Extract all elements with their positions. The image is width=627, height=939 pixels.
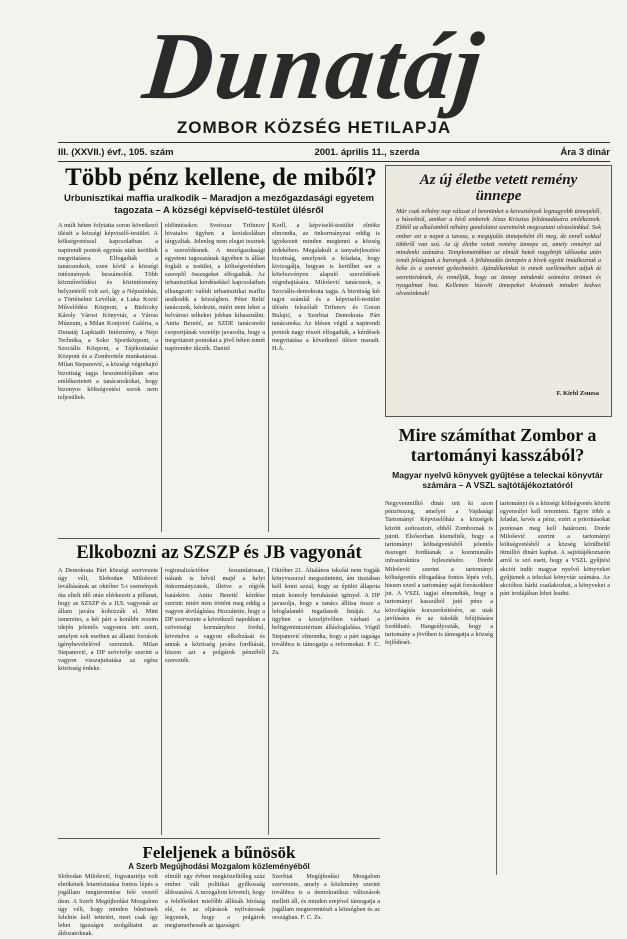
- masthead-subtitle: ZOMBOR KÖZSÉG HETILAPJA: [176, 118, 452, 137]
- issue-bar: [58, 142, 610, 162]
- masthead-title: Dunatáj: [138, 12, 490, 119]
- column-rule: [161, 222, 162, 532]
- section-divider: [58, 538, 380, 539]
- article1-col1: A múlt héten folytatta soron következő ülését a községi képviselő-testület. A költségvetéssel kapcsolatban a napirendi pontok egymás után kerültek megvitatásra. Elfogadták a tanácsnokok, ezen kívül a községi intézmények beszámolóit. Több közművelődési és közintézmény helyzetéről volt szó, így a Népszínház, a Történelmi Levéltár, a Luka Kozić Művelődési Központ, a Bielicsky Károly Városi Könyvtár, a Városi Múzeum, a Milan Konjović Galéria, a Dunatáj Lapkiadó Intézmény, a Népi Technika, a Soko Sportközpont, a Szociális Központ, a Tájékoztatási Központ és a Zombortele munkatársai. Milan Stepanović, a községi végrehajtó bizottság tagja beszámolójában arra emlékeztetett a tanácsnokokat, hogy bizonyos költségvetési sorok nem teljesültek.: [58, 222, 158, 402]
- issue-price: Ára 3 dinár: [560, 146, 610, 158]
- article4-subtitle: A Szerb Megújhodási Mozgalom közleményéből: [128, 862, 310, 871]
- article4-col1: Slobodan Milošević, fogvatartója volt elnökének letartóztatása fontos lépés a jogállam megteremtése felé vezető úton. A Szerb Megújhodási Mozgalom úgy véli, hogy minden bűnösnek felelnie kell tetteiért, mert csak így lehet igazságot szolgáltatni az áldozatoknak.: [58, 873, 158, 938]
- section-divider: [58, 838, 380, 839]
- column-rule: [268, 567, 269, 835]
- sidebox: [385, 165, 612, 417]
- article2-col3: Október 21. Általános iskolát nem fogják könyvszerzel megszüntetni, ám tisztában kell lenni azzal, hogy az épület állapota miatt komoly beruházást igényel. A DP javasolja, hogy a tanács állítsa össze a lefoglalandó ingatlanok listáját. Az ügyben a közeljövőben várható a belügyminisztérium állásfoglalása. Végül Stepanović elmondta, hogy a párt tagsága továbbra is támogatja a reformokat. F. C. Zs.: [272, 567, 380, 657]
- column-rule: [268, 222, 269, 532]
- article4-title: Feleljenek a bűnösök: [142, 843, 296, 862]
- article2-col2: regionalizációbor hozamlatosan, nálunk is bővül majd a helyi önkormányzatok, illetve a régiók hatásköre. Anita Beretić kérdése szerint: miért nem történt meg eddig a vagyon átvilágítása. Hozzátette, hogy a DP szervezete a következő napokban a szövetségi kormányhoz fordul, követelve a vagyon elkobzását és annak a közösség javára fordítását, hiszen azt a polgárok pénzéből szerezték.: [165, 567, 265, 665]
- article2-title: Elkobozni az SZSZP és JB vagyonát: [76, 543, 362, 563]
- article1-title: Több pénz kellene, de miből?: [65, 164, 377, 191]
- column-rule: [496, 500, 497, 875]
- sidebox-body: Már csak néhány nap választ el bennünket a keresztények legnagyobb ünnepétől, a húsvéttól, amikor a hívő emberek Jézus Krisztus feltámadására emlékeznek. Ebből az alkalomból néhány gondolatot szeretnénk megosztani olvasóinkkal. Sok ember ezt a napot a tavasz, a megújulás ünnepeként éli meg, de ennél sokkal többről van szó. Az új életbe vetett remény ünnepe ez, amely reményt ad mindenki számára. Templomainkban az elmúlt hetek nagyböjti időszaka után ismét felzúgnak a harangok. A feltámadás ünnepén a hívek együtt imádkoznak a béke és a szeretet győzelméért. Ajándékainkat is ennek szellemében adjuk át szeretteinknek, és reméljük, hogy az ünnep mindenki számára örömet és nyugalmat hoz. Kellemes húsvéti ünnepeket kívánunk minden kedves olvasónknak!: [396, 208, 601, 298]
- article1-col3: Korll, a képviselő-testület elnöke elmondta, az önkormányzat eddig is igyekezett minden megtenni a község érdekében. Megalakult a tanyafejlesztési bizottság, amelynek a feladata, hogy kivizsgálja, hogyan is kerülhet sor a kötelezvényen alapuló szerződések végrehajtására. Milošević tanácsnok, a Szociális-demokrata tagja. A bizottság két tagot számlál és a képviselő-testület ülésén felszólalt Trifunov és Goran Bulajić, a Szerbiai Demokrata Párt tanácsnoka. Az ülésen végül a napirendi pontok nagy részét elfogadták, a kérdések megvitatása a következő ülésre maradt. H.Á.: [272, 222, 380, 353]
- issue-date: 2001. április 11., szerda: [314, 146, 420, 158]
- article4-col3: Szerbiai Megújhodási Mozgalom szervezete, amely a közlemény szerint továbbra is a demokratikus változások mellett áll, és minden erejével támogatja a jogállam megteremtését a községben és az országban. F. C. Zs.: [272, 873, 380, 922]
- sidebox-title: Az új életbe vetett remény ünnepe: [419, 172, 578, 204]
- article1-col2: eldöntésekor. Svetozar Trifunov hivatalos ügyben a keziskolában tárgyaltak. Jelenleg nem eleget tesznek a szerződésnek. A mezőgazdasági egyetem tagozatának ügyében is állást foglalt a testület, a költségvetésben szereplő összegeket elfogadták. Az urbanisztikai kérdésekkel kapcsolatban elhangzott: valódi urbanisztikai maffia uralkodik a községben. Péter Relić tanácsnok, kérdezte, miért nem lehet a belvárosi telkeket jobban kihasználni. Anita Beretić, az SZDE tanácsnoki csoportjának vezetője javasolta, hogy a megvitatott pontokat a jövő héten ismét napirendre tűzzék. Daniel: [165, 222, 265, 353]
- article2-col1: A Demokrata Párt községi szervezete úgy véli, Slobodan Milošević leváltásának az október 5-i események óta eltelt idő után elérkezett a pillanat, hogy az SZSZP és a JUL vagyonát az állam javára kobozzák el. Mint ismeretes, a két párt a korábbi rezsim idején jelentős vagyonra tett szert, amelyet sok esetben az állami források igénybevételével szereztek. Milan Stepanović, a DP szóvivője szerint a vagyon visszajuttatása az egész közösség érdeke.: [58, 567, 158, 673]
- issue-volume: III. (XXVII.) évf., 105. szám: [58, 146, 174, 158]
- article3-subtitle: Magyar nyelvű könyvek gyűjtése a teleckai könyvtár számára – A VSZL sajtótájékoztatóról: [392, 470, 603, 490]
- article1-subtitle: Urbunisztikai maffia uralkodik – Maradjon a mezőgazdasági egyetem tagozata – A községi képviselő-testület ülésről: [64, 193, 374, 216]
- article3-title: Mire számíthat Zombor a tartományi kasszából?: [398, 425, 597, 465]
- column-rule: [161, 567, 162, 835]
- sidebox-signature: F. Kirbl Zsuzsa: [556, 390, 599, 397]
- article4-col2: elmúlt egy évben megközelítőleg száz ember vált politikai gyilkosság áldozatává. A mozgalom követeli, hogy a felelősöket mielőbb állítsák bíróság elé, és az eljárások nyilvánosak legyenek, hogy a polgárok megismerhessék az igazságot.: [165, 873, 265, 930]
- article3-col1: Negyvenmillió dinár tett ki azon pénzösszeg, amelyet a Vajdasági Tartományi Képviselőház a községek között szétosztott, ebből Zombornak is jutott. Elsősorban kiemelték, hogy a tartományi költségvetésből jelentős összeget fordítanak a kommunális infrastruktúra fejlesztésére. Dorde Milošević szerint a tartományi költségvetés elfogadása fontos lépés volt, hiszen ezzel a tartomány saját forrásokhoz jut. A VSZL tagjai elmondták, hogy a tartományi kasszából jutó pénz a közvilágítás korszerűsítésére, az utak javítására és az iskolák felújítására fordítható. Hangsúlyozták, hogy a tartomány a jövőben is támogatja a község fejlődését.: [385, 500, 493, 647]
- article3-col2: tartományi és a községi költségvetés között egyensúlyt kell teremteni. Egyre több a feladat, kevés a pénz, ezért a prioritásokat pontosan meg kell határozni. Dorde Milošević szerint a tartományi költségvetésből a község körülbelül ötmillió dinárt kaphat. A sajtótájékoztatón arról is szó esett, hogy a VSZL gyűjtési akciót indít: magyar nyelvű könyveket gyűjtenek a teleckai könyvtár számára. Az akcióhoz bárki csatlakozhat, a könyveket a párt irodájában lehet leadni.: [500, 500, 610, 598]
